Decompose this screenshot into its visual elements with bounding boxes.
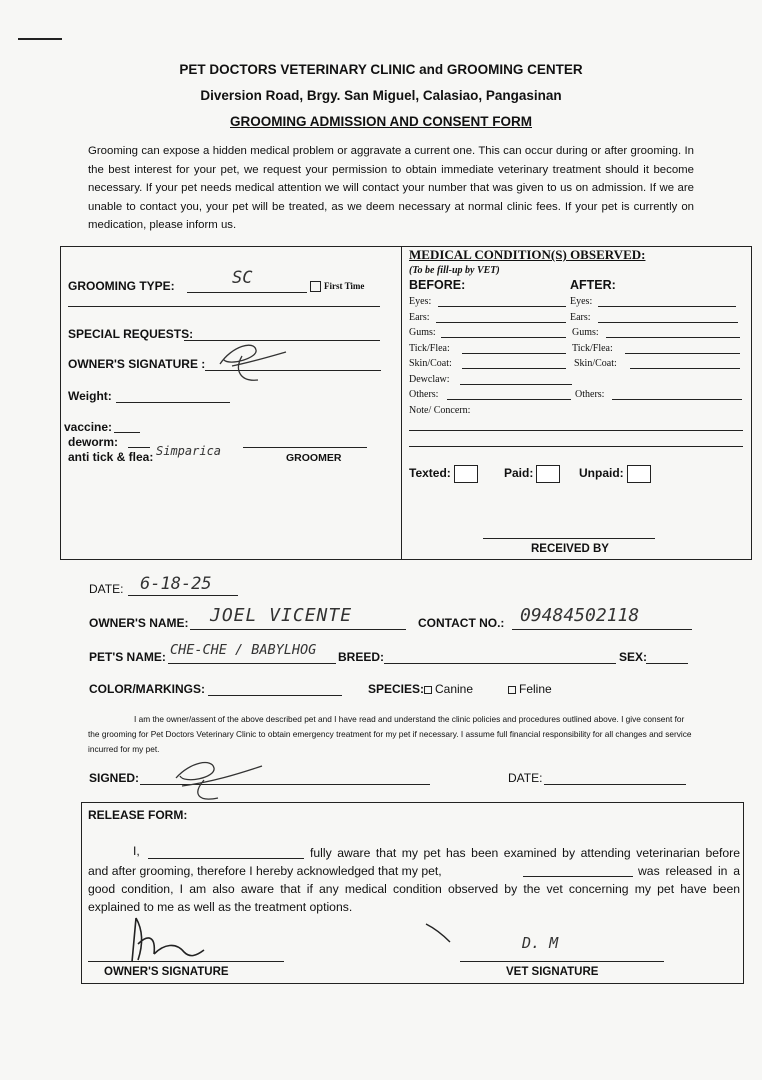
after-tick-label: Tick/Flea:: [572, 343, 613, 354]
contact-label: CONTACT NO.:: [418, 616, 505, 630]
after-others-label: Others:: [575, 389, 605, 400]
vet-initials[interactable]: D. M: [522, 934, 559, 952]
signed-date-label: DATE:: [508, 771, 543, 785]
medical-subtitle: (To be fill-up by VET): [409, 265, 500, 276]
color-markings-label: COLOR/MARKINGS:: [89, 682, 205, 696]
weight-line[interactable]: [116, 402, 230, 403]
deworm-label: deworm:: [68, 435, 119, 449]
owner-signature-scribble: [212, 336, 292, 386]
note-line-2[interactable]: [409, 446, 743, 447]
species-feline-checkbox[interactable]: Feline: [508, 682, 552, 696]
before-others-line[interactable]: [447, 399, 571, 400]
release-text-part1: fully aware that my pet has been examined by attending veterinarian before and after grooming, therefore I hereby acknowledged that my pet,: [88, 846, 740, 878]
corner-mark: [18, 38, 62, 40]
pet-name-line: [168, 663, 336, 664]
vet-mark-scribble: [424, 920, 454, 944]
after-others-line[interactable]: [612, 399, 742, 400]
note-label: Note/ Concern:: [409, 405, 471, 416]
before-tick-line[interactable]: [462, 353, 566, 354]
before-ears-label: Ears:: [409, 312, 430, 323]
species-canine-checkbox[interactable]: Canine: [424, 682, 473, 696]
consent-paragraph: I am the owner/assent of the above described pet and I have read and understand the clinic policies and procedures outlined above. I give consent for the grooming for Pet Doctors Veterinary Clinic to obtain emergency treatment for my pet if necessary. I assume full financial responsibility for all changes and service incurred for my pet.: [88, 714, 692, 754]
owner-name-label: OWNER'S NAME:: [89, 616, 189, 630]
contact-value[interactable]: 09484502118: [520, 605, 640, 626]
signed-scribble: [168, 756, 268, 804]
groomer-line[interactable]: [243, 447, 367, 448]
before-eyes-label: Eyes:: [409, 296, 432, 307]
date-label: DATE:: [89, 582, 124, 596]
after-eyes-line[interactable]: [598, 306, 736, 307]
grooming-type-line: [187, 292, 307, 293]
grooming-type-value[interactable]: SC: [232, 268, 253, 288]
after-gums-line[interactable]: [606, 337, 740, 338]
owner-release-signature-scribble: [118, 914, 208, 966]
pet-name-label: PET'S NAME:: [89, 650, 166, 664]
texted-checkbox[interactable]: Texted:: [409, 465, 478, 483]
owner-release-signature-label: OWNER'S SIGNATURE: [104, 966, 229, 978]
color-markings-line[interactable]: [208, 695, 342, 696]
grooming-type-label: GROOMING TYPE:: [68, 279, 175, 293]
admission-box: [60, 246, 752, 560]
before-tick-label: Tick/Flea:: [409, 343, 450, 354]
note-line-1[interactable]: [409, 430, 743, 431]
owner-name-line: [190, 629, 406, 630]
grooming-type-line-2: [68, 306, 380, 307]
pet-name-value[interactable]: CHE-CHE / BABYLHOG: [170, 642, 317, 658]
vet-signature-label: VET SIGNATURE: [506, 966, 599, 978]
owner-name-value[interactable]: JOEL VICENTE: [210, 605, 353, 626]
after-ears-label: Ears:: [570, 312, 591, 323]
after-label: AFTER:: [570, 278, 616, 292]
sex-line[interactable]: [646, 663, 688, 664]
clinic-name: PET DOCTORS VETERINARY CLINIC and GROOMING CENTER: [179, 62, 583, 77]
before-label: BEFORE:: [409, 278, 466, 292]
after-tick-line[interactable]: [625, 353, 740, 354]
intro-paragraph: Grooming can expose a hidden medical problem or aggravate a current one. This can occur during or after grooming. In the best interest for your pet, we request your permission to obtain immediate veterinary treatment should it become necessary. If your pet needs medical attention we will contact your number that was given to us on admission. If we are unable to contact you, your pet will be treated, as we deem necessary at normal clinic fees. If your pet is currently on medication, please inform us.: [88, 145, 694, 231]
before-skin-line[interactable]: [462, 368, 566, 369]
signed-date-line[interactable]: [544, 784, 686, 785]
before-dewclaw-line[interactable]: [460, 384, 572, 385]
box-divider: [401, 247, 402, 559]
date-line: [128, 595, 238, 596]
release-text-part2: was released in a good condition, I am also aware that if any medical condition observed by the vet concerning my pet have been explained to me as well as the treatment options.: [88, 864, 740, 914]
clinic-address: Diversion Road, Brgy. San Miguel, Calasiao, Pangasinan: [200, 88, 562, 103]
vet-signature-line[interactable]: [460, 961, 664, 962]
release-i-label: I,: [133, 844, 140, 858]
form-title: GROOMING ADMISSION AND CONSENT FORM: [230, 114, 532, 129]
before-dewclaw-label: Dewclaw:: [409, 374, 450, 385]
vaccine-label: vaccine:: [64, 420, 113, 434]
groomer-label: GROOMER: [286, 452, 342, 464]
vaccine-line[interactable]: [114, 432, 140, 433]
paid-checkbox[interactable]: Paid:: [504, 465, 560, 483]
antitick-label: anti tick & flea:: [68, 450, 154, 464]
special-requests-label: SPECIAL REQUESTS:: [68, 327, 194, 341]
deworm-line[interactable]: [128, 447, 150, 448]
release-title: RELEASE FORM:: [88, 808, 188, 822]
unpaid-checkbox[interactable]: Unpaid:: [579, 465, 651, 483]
after-ears-line[interactable]: [598, 322, 738, 323]
sex-label: SEX:: [619, 650, 648, 664]
antitick-value[interactable]: Simparica: [156, 444, 222, 458]
weight-label: Weight:: [68, 389, 112, 403]
after-skin-label: Skin/Coat:: [574, 358, 617, 369]
breed-line[interactable]: [384, 663, 616, 664]
before-gums-label: Gums:: [409, 327, 436, 338]
owner-release-signature-line[interactable]: [88, 961, 284, 962]
received-by-label: RECEIVED BY: [531, 543, 609, 555]
species-label: SPECIES:: [368, 682, 425, 696]
breed-label: BREED:: [338, 650, 385, 664]
before-others-label: Others:: [409, 389, 439, 400]
before-skin-label: Skin/Coat:: [409, 358, 452, 369]
before-ears-line[interactable]: [436, 322, 566, 323]
after-eyes-label: Eyes:: [570, 296, 593, 307]
before-eyes-line[interactable]: [438, 306, 566, 307]
after-skin-line[interactable]: [630, 368, 740, 369]
before-gums-line[interactable]: [441, 337, 566, 338]
medical-title: MEDICAL CONDITION(S) OBSERVED:: [409, 247, 646, 262]
owner-signature-label: OWNER'S SIGNATURE :: [68, 357, 206, 371]
first-time-checkbox[interactable]: First Time: [310, 281, 364, 292]
contact-line: [512, 629, 692, 630]
date-value[interactable]: 6-18-25: [140, 574, 212, 594]
signed-label: SIGNED:: [89, 771, 140, 785]
received-by-line[interactable]: [483, 538, 655, 539]
after-gums-label: Gums:: [572, 327, 599, 338]
